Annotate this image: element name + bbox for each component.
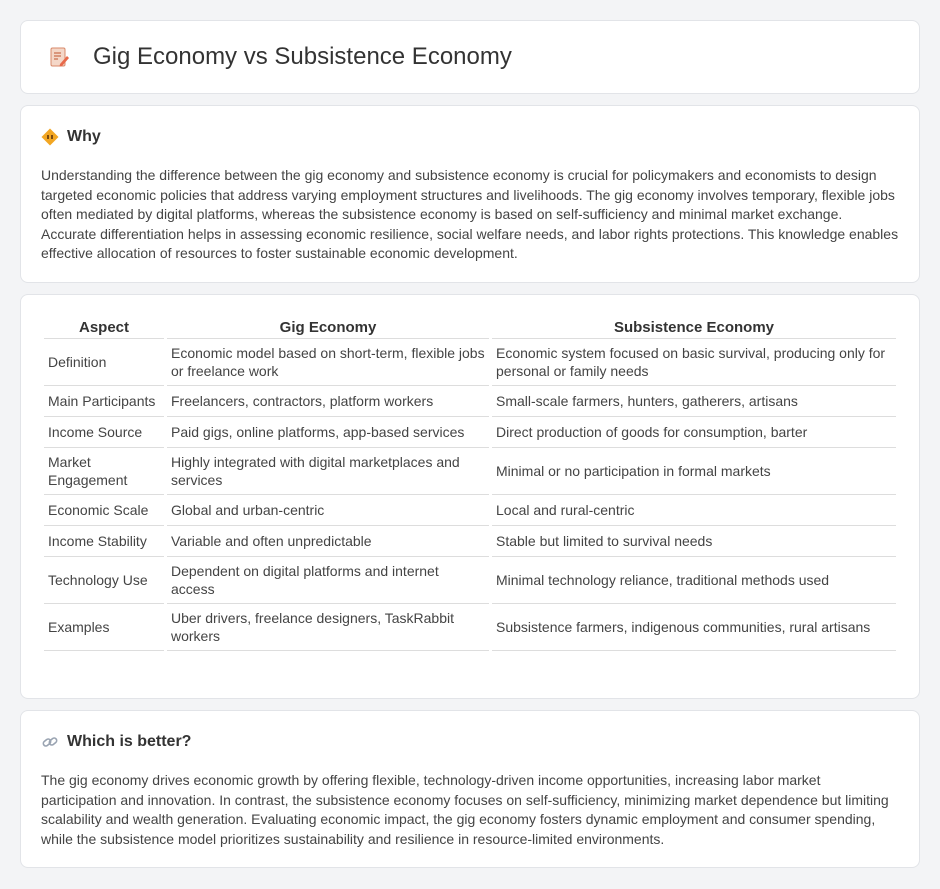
cell-subsistence: Stable but limited to survival needs <box>492 526 896 557</box>
cell-gig: Highly integrated with digital marketplaces and services <box>167 448 489 495</box>
title-card <box>20 20 920 94</box>
cell-aspect: Market Engagement <box>44 448 164 495</box>
table-row <box>44 495 896 526</box>
header-aspect: Aspect <box>44 315 164 339</box>
cell-gig: Global and urban-centric <box>167 495 489 526</box>
table-row <box>44 448 896 495</box>
header-gig: Gig Economy <box>167 315 489 339</box>
comparison-table <box>41 315 899 651</box>
cell-subsistence: Small-scale farmers, hunters, gatherers, artisans <box>492 386 896 417</box>
table-row <box>44 557 896 604</box>
cell-gig: Freelancers, contractors, platform workers <box>167 386 489 417</box>
link-icon <box>41 733 59 751</box>
table-row <box>44 526 896 557</box>
table-row <box>44 417 896 448</box>
diamond-warning-icon <box>41 128 59 146</box>
cell-aspect: Definition <box>44 339 164 386</box>
cell-aspect: Main Participants <box>44 386 164 417</box>
cell-aspect: Examples <box>44 604 164 651</box>
header-subsistence: Subsistence Economy <box>492 315 896 339</box>
page-title: Gig Economy vs Subsistence Economy <box>93 43 512 70</box>
cell-aspect: Technology Use <box>44 557 164 604</box>
cell-subsistence: Subsistence farmers, indigenous communities, rural artisans <box>492 604 896 651</box>
table-row <box>44 604 896 651</box>
cell-subsistence: Economic system focused on basic survival, producing only for personal or family needs <box>492 339 896 386</box>
cell-gig: Variable and often unpredictable <box>167 526 489 557</box>
cell-subsistence: Minimal or no participation in formal markets <box>492 448 896 495</box>
cell-gig: Dependent on digital platforms and internet access <box>167 557 489 604</box>
table-row <box>44 339 896 386</box>
why-title: Why <box>67 128 101 145</box>
table-row <box>44 386 896 417</box>
cell-aspect: Income Source <box>44 417 164 448</box>
better-header <box>41 733 899 751</box>
cell-gig: Economic model based on short-term, flexible jobs or freelance work <box>167 339 489 386</box>
document-pencil-icon <box>47 45 71 69</box>
cell-gig: Paid gigs, online platforms, app-based services <box>167 417 489 448</box>
cell-gig: Uber drivers, freelance designers, TaskRabbit workers <box>167 604 489 651</box>
why-section <box>20 105 920 283</box>
cell-aspect: Income Stability <box>44 526 164 557</box>
why-header <box>41 128 899 146</box>
cell-subsistence: Direct production of goods for consumption, barter <box>492 417 896 448</box>
cell-subsistence: Local and rural-centric <box>492 495 896 526</box>
better-text: The gig economy drives economic growth by offering flexible, technology-driven income opportunities, increasing labor market participation and innovation. In contrast, the subsistence economy focuses on self-sufficiency, minimizing market dependence but limiting scalability and wealth generation. Evaluating economic impact, the gig economy fosters dynamic employment and consumer spending, while the subsistence model prioritizes sustainability and resilience in resource-limited environments. <box>41 772 889 847</box>
which-better-section <box>20 710 920 868</box>
cell-subsistence: Minimal technology reliance, traditional methods used <box>492 557 896 604</box>
better-title: Which is better? <box>67 733 192 750</box>
why-text: Understanding the difference between the gig economy and subsistence economy is crucial for policymakers and economists to design targeted economic policies that address varying employment structures and livelihoods. The gig economy involves temporary, flexible jobs often mediated by digital platforms, whereas the subsistence economy is based on self-sufficiency and minimal market exchange. Accurate differentiation helps in assessing economic resilience, social welfare needs, and labor rights protections. This knowledge enables effective allocation of resources to foster sustainable economic development. <box>41 167 899 262</box>
comparison-section <box>20 294 920 699</box>
cell-aspect: Economic Scale <box>44 495 164 526</box>
table-header-row <box>44 315 896 339</box>
